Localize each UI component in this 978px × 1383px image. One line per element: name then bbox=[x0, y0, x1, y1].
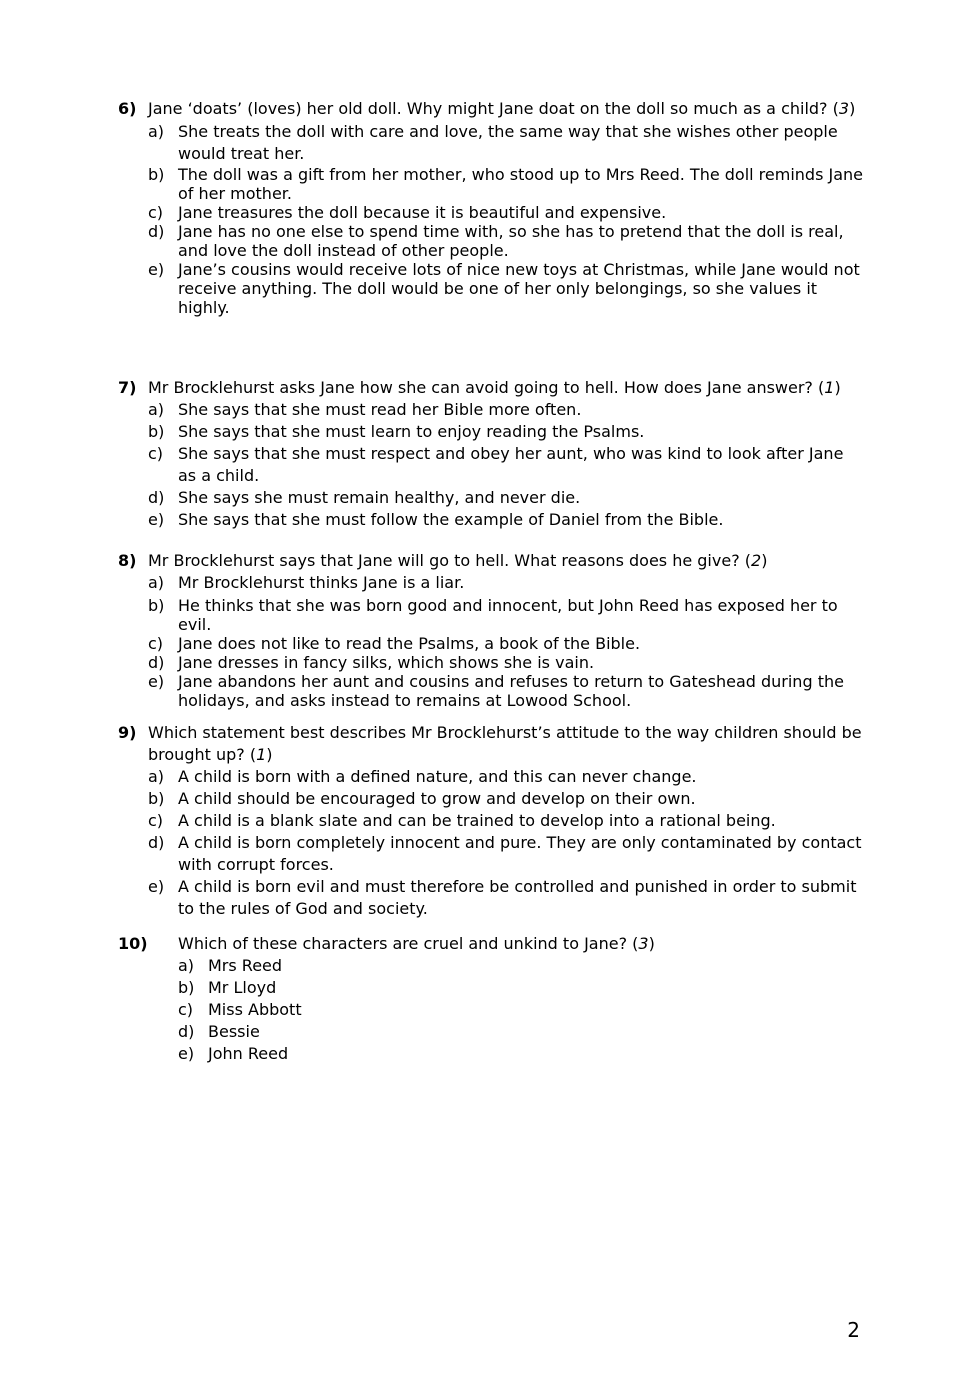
answer-option[interactable]: a) A child is born with a defined nature, and this can never change. bbox=[148, 767, 697, 786]
question-stem bbox=[118, 722, 863, 766]
answer-option[interactable]: d) Jane has no one else to spend time with, so she has to pretend that the doll is real, and love the doll instead of other people. bbox=[148, 222, 844, 260]
answer-option[interactable]: b) She says that she must learn to enjoy reading the Psalms. bbox=[148, 422, 645, 441]
question-text: Mr Brocklehurst asks Jane how she can avoid going to hell. How does Jane answer? (1) bbox=[148, 378, 841, 397]
question-number: 7) bbox=[118, 378, 137, 397]
question-stem bbox=[118, 377, 863, 399]
question-number: 9) bbox=[118, 723, 137, 742]
answer-option[interactable]: e) Jane’s cousins would receive lots of nice new toys at Christmas, while Jane would not receive anything. The doll would be one of her only belongings, so she values it highly. bbox=[148, 260, 860, 317]
answer-options bbox=[118, 766, 863, 920]
answer-option[interactable]: a) She says that she must read her Bible more often. bbox=[148, 400, 582, 419]
marks: (2) bbox=[744, 551, 768, 570]
answer-option[interactable]: d) She says she must remain healthy, and never die. bbox=[148, 488, 581, 507]
answer-option[interactable]: d) Jane dresses in fancy silks, which shows she is vain. bbox=[148, 653, 595, 672]
question-text: Mr Brocklehurst says that Jane will go to hell. What reasons does he give? (2) bbox=[148, 551, 768, 570]
answer-option[interactable]: d) Bessie bbox=[178, 1022, 260, 1041]
answer-option[interactable]: c) Jane treasures the doll because it is beautiful and expensive. bbox=[148, 203, 667, 222]
question-number: 8) bbox=[118, 551, 137, 570]
question-text: Which statement best describes Mr Brocklehurst’s attitude to the way children should be brought up? (1) bbox=[148, 723, 862, 764]
marks: (3) bbox=[632, 934, 655, 953]
question-7 bbox=[118, 377, 863, 531]
answer-option[interactable]: b) Mr Lloyd bbox=[178, 978, 277, 997]
answer-option[interactable]: b) A child should be encouraged to grow and develop on their own. bbox=[148, 789, 696, 808]
answer-options bbox=[118, 399, 863, 531]
answer-option[interactable]: e) She says that she must follow the example of Daniel from the Bible. bbox=[148, 510, 724, 529]
question-text: Jane ‘doats’ (loves) her old doll. Why might Jane doat on the doll so much as a child? (3) bbox=[148, 99, 856, 118]
question-stem bbox=[118, 98, 863, 120]
question-stem bbox=[118, 550, 863, 572]
answer-option[interactable]: c) She says that she must respect and obey her aunt, who was kind to look after Jane as a child. bbox=[148, 444, 844, 485]
question-text: Which of these characters are cruel and unkind to Jane? (3) bbox=[178, 934, 655, 953]
marks: (1) bbox=[818, 378, 841, 397]
question-10 bbox=[118, 933, 863, 1065]
answer-option[interactable]: e) John Reed bbox=[178, 1044, 289, 1063]
answer-options bbox=[118, 572, 863, 710]
answer-options bbox=[118, 955, 863, 1065]
answer-option[interactable]: b) The doll was a gift from her mother, who stood up to Mrs Reed. The doll reminds Jane of her mother. bbox=[148, 165, 864, 203]
question-number: 10) bbox=[118, 934, 148, 953]
question-8 bbox=[118, 550, 863, 710]
answer-option[interactable]: b) He thinks that she was born good and innocent, but John Reed has exposed her to evil. bbox=[148, 596, 838, 634]
answer-options bbox=[118, 121, 863, 317]
marks: (3) bbox=[832, 99, 856, 118]
question-number: 6) bbox=[118, 99, 137, 118]
answer-option[interactable]: e) A child is born evil and must therefore be controlled and punished in order to submit to the rules of God and society. bbox=[148, 877, 857, 918]
question-stem bbox=[118, 933, 863, 955]
answer-option[interactable]: a) She treats the doll with care and love, the same way that she wishes other people would treat her. bbox=[148, 122, 838, 163]
answer-option[interactable]: c) A child is a blank slate and can be trained to develop into a rational being. bbox=[148, 811, 776, 830]
answer-option[interactable]: c) Jane does not like to read the Psalms, a book of the Bible. bbox=[148, 634, 641, 653]
answer-option[interactable]: d) A child is born completely innocent and pure. They are only contaminated by contact with corrupt forces. bbox=[148, 833, 862, 874]
answer-option[interactable]: e) Jane abandons her aunt and cousins and refuses to return to Gateshead during the holidays, and asks instead to remains at Lowood School. bbox=[148, 672, 844, 710]
answer-option[interactable]: c) Miss Abbott bbox=[178, 1000, 302, 1019]
question-9 bbox=[118, 722, 863, 920]
page-number: 2 bbox=[847, 1318, 860, 1342]
answer-option[interactable]: a) Mr Brocklehurst thinks Jane is a liar. bbox=[148, 573, 465, 592]
answer-option[interactable]: a) Mrs Reed bbox=[178, 956, 283, 975]
marks: (1) bbox=[249, 745, 273, 764]
question-6 bbox=[118, 98, 863, 317]
